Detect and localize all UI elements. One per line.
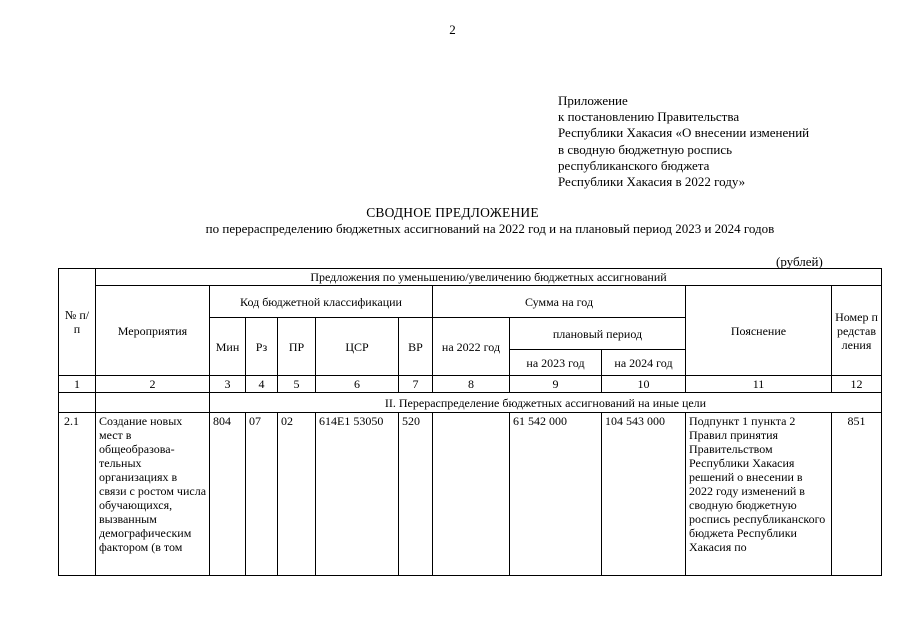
row-min: 804	[210, 413, 246, 576]
section-title: II. Перераспределение бюджетных ассигнований на иные цели	[210, 393, 882, 413]
index-cell: 3	[210, 376, 246, 393]
row-sum-2023: 61 542 000	[510, 413, 602, 576]
row-activity: Создание новых мест в общеобразова-тельных организациях в связи с ростом числа обучающихся, вызванным демографическим фактором (в том	[96, 413, 210, 576]
section-empty-activity	[96, 393, 210, 413]
index-cell: 4	[246, 376, 278, 393]
appendix-block	[558, 93, 809, 190]
header-2022: на 2022 год	[433, 318, 510, 376]
index-cell: 2	[96, 376, 210, 393]
header-2023: на 2023 год	[510, 350, 602, 376]
header-csr: ЦСР	[316, 318, 399, 376]
index-cell: 7	[399, 376, 433, 393]
header-min: Мин	[210, 318, 246, 376]
row-sum-2022	[433, 413, 510, 576]
appendix-line: к постановлению Правительства	[558, 109, 740, 125]
header-activity: Мероприятия	[96, 286, 210, 376]
header-num: № п/п	[59, 269, 96, 376]
row-rz: 07	[246, 413, 278, 576]
index-cell: 11	[686, 376, 832, 393]
index-cell: 10	[602, 376, 686, 393]
row-vr: 520	[399, 413, 433, 576]
index-cell: 6	[316, 376, 399, 393]
budget-table	[58, 268, 882, 576]
index-cell: 1	[59, 376, 96, 393]
header-2024: на 2024 год	[602, 350, 686, 376]
header-rz: Рз	[246, 318, 278, 376]
table-row	[59, 413, 882, 576]
header-vr: ВР	[399, 318, 433, 376]
row-note: Подпункт 1 пункта 2 Правил принятия Правительством Республики Хакасия решений о внесении в 2022 году изменений в сводную бюджетную роспись республиканского бюджета Республики Хакасия по	[686, 413, 832, 576]
appendix-line: Республики Хакасия в 2022 году»	[558, 174, 746, 190]
index-cell: 5	[278, 376, 316, 393]
appendix-line: Республики Хакасия «О внесении изменений	[558, 125, 810, 141]
appendix-line: республиканского бюджета	[558, 157, 710, 173]
index-cell: 12	[832, 376, 882, 393]
index-row	[59, 376, 882, 393]
document-subtitle: по перераспределению бюджетных ассигнований на 2022 год и на плановый период 2023 и 2024 годов	[205, 221, 775, 236]
row-csr: 614E1 53050	[316, 413, 399, 576]
index-cell: 9	[510, 376, 602, 393]
header-note: Пояснение	[686, 286, 832, 376]
document-title: СВОДНОЕ ПРЕДЛОЖЕНИЕ	[366, 205, 539, 220]
index-cell: 8	[433, 376, 510, 393]
header-code-group: Код бюджетной классификации	[210, 286, 433, 318]
row-number: 851	[832, 413, 882, 576]
header-plan: плановый период	[510, 318, 686, 350]
header-sum-group: Сумма на год	[433, 286, 686, 318]
row-num: 2.1	[59, 413, 96, 576]
row-sum-2024: 104 543 000	[602, 413, 686, 576]
header-number: Номер представления	[832, 286, 882, 376]
page-number: 2	[449, 22, 456, 37]
header-main: Предложения по уменьшению/увеличению бюджетных ассигнований	[96, 269, 882, 286]
appendix-line: Приложение	[558, 93, 628, 108]
row-pr: 02	[278, 413, 316, 576]
header-pr: ПР	[278, 318, 316, 376]
appendix-line: в сводную бюджетную роспись	[558, 141, 733, 157]
units-label: (рублей)	[776, 254, 823, 269]
section-row	[59, 393, 882, 413]
section-empty-num	[59, 393, 96, 413]
